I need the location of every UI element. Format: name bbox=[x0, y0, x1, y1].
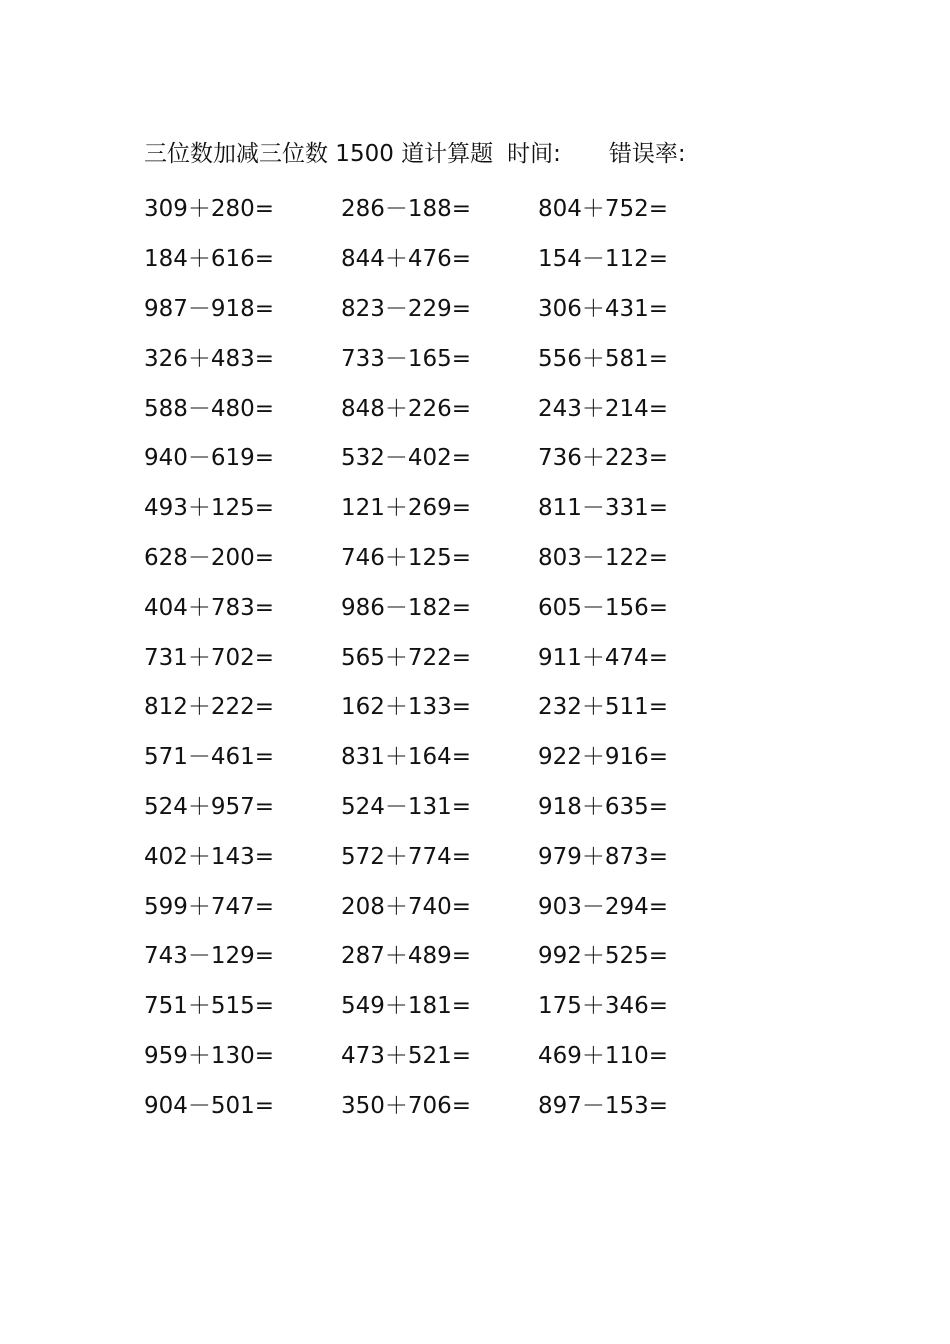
math-problem: 844＋476= bbox=[341, 246, 472, 273]
problem-grid bbox=[144, 182, 744, 1128]
problem-row bbox=[144, 481, 744, 531]
math-problem: 232＋511= bbox=[538, 694, 669, 721]
math-problem: 751＋515= bbox=[144, 993, 275, 1020]
math-problem: 524＋957= bbox=[144, 793, 275, 820]
math-problem: 605－156= bbox=[538, 594, 669, 621]
math-problem: 532－402= bbox=[341, 445, 472, 472]
problem-row bbox=[144, 929, 744, 979]
problem-row bbox=[144, 531, 744, 581]
math-problem: 736＋223= bbox=[538, 445, 669, 472]
math-problem: 565＋722= bbox=[341, 644, 472, 671]
math-problem: 404＋783= bbox=[144, 594, 275, 621]
math-problem: 628－200= bbox=[144, 544, 275, 571]
problem-row bbox=[144, 680, 744, 730]
math-problem: 350＋706= bbox=[341, 1092, 472, 1119]
math-problem: 903－294= bbox=[538, 893, 669, 920]
math-problem: 959＋130= bbox=[144, 1042, 275, 1069]
problem-row bbox=[144, 979, 744, 1029]
problem-row bbox=[144, 182, 744, 232]
math-problem: 992＋525= bbox=[538, 943, 669, 970]
math-problem: 922＋916= bbox=[538, 744, 669, 771]
worksheet-header bbox=[144, 134, 686, 168]
math-problem: 154－112= bbox=[538, 246, 669, 273]
math-problem: 121＋269= bbox=[341, 495, 472, 522]
problem-row bbox=[144, 829, 744, 879]
problem-row bbox=[144, 879, 744, 929]
math-problem: 309＋280= bbox=[144, 196, 275, 223]
problem-row bbox=[144, 431, 744, 481]
math-problem: 823－229= bbox=[341, 295, 472, 322]
math-problem: 286－188= bbox=[341, 196, 472, 223]
math-problem: 473＋521= bbox=[341, 1042, 472, 1069]
problem-row bbox=[144, 331, 744, 381]
math-problem: 987－918= bbox=[144, 295, 275, 322]
math-problem: 469＋110= bbox=[538, 1042, 669, 1069]
problem-row bbox=[144, 730, 744, 780]
math-problem: 402＋143= bbox=[144, 843, 275, 870]
math-problem: 184＋616= bbox=[144, 246, 275, 273]
math-problem: 746＋125= bbox=[341, 544, 472, 571]
math-problem: 326＋483= bbox=[144, 345, 275, 372]
problem-row bbox=[144, 232, 744, 282]
math-problem: 979＋873= bbox=[538, 843, 669, 870]
math-problem: 571－461= bbox=[144, 744, 275, 771]
problem-row bbox=[144, 580, 744, 630]
problem-row bbox=[144, 1029, 744, 1079]
problem-row bbox=[144, 381, 744, 431]
math-problem: 831＋164= bbox=[341, 744, 472, 771]
math-problem: 162＋133= bbox=[341, 694, 472, 721]
math-problem: 803－122= bbox=[538, 544, 669, 571]
math-problem: 572＋774= bbox=[341, 843, 472, 870]
math-problem: 175＋346= bbox=[538, 993, 669, 1020]
math-problem: 918＋635= bbox=[538, 793, 669, 820]
problem-row bbox=[144, 780, 744, 830]
math-problem: 911＋474= bbox=[538, 644, 669, 671]
error-rate-label: 错误率: bbox=[608, 140, 686, 167]
math-problem: 804＋752= bbox=[538, 196, 669, 223]
math-problem: 733－165= bbox=[341, 345, 472, 372]
math-problem: 599＋747= bbox=[144, 893, 275, 920]
math-problem: 306＋431= bbox=[538, 295, 669, 322]
math-problem: 743－129= bbox=[144, 943, 275, 970]
math-problem: 524－131= bbox=[341, 793, 472, 820]
math-problem: 812＋222= bbox=[144, 694, 275, 721]
math-problem: 897－153= bbox=[538, 1092, 669, 1119]
math-problem: 904－501= bbox=[144, 1092, 275, 1119]
math-problem: 731＋702= bbox=[144, 644, 275, 671]
math-problem: 940－619= bbox=[144, 445, 275, 472]
math-problem: 243＋214= bbox=[538, 395, 669, 422]
math-problem: 811－331= bbox=[538, 495, 669, 522]
math-problem: 287＋489= bbox=[341, 943, 472, 970]
problem-row bbox=[144, 630, 744, 680]
math-problem: 986－182= bbox=[341, 594, 472, 621]
math-problem: 848＋226= bbox=[341, 395, 472, 422]
math-problem: 556＋581= bbox=[538, 345, 669, 372]
problem-row bbox=[144, 1078, 744, 1128]
worksheet-title: 三位数加减三位数 1500 道计算题 bbox=[144, 140, 494, 167]
math-problem: 493＋125= bbox=[144, 495, 275, 522]
time-label: 时间: bbox=[507, 140, 561, 167]
math-problem: 588－480= bbox=[144, 395, 275, 422]
math-problem: 549＋181= bbox=[341, 993, 472, 1020]
math-problem: 208＋740= bbox=[341, 893, 472, 920]
problem-row bbox=[144, 282, 744, 332]
